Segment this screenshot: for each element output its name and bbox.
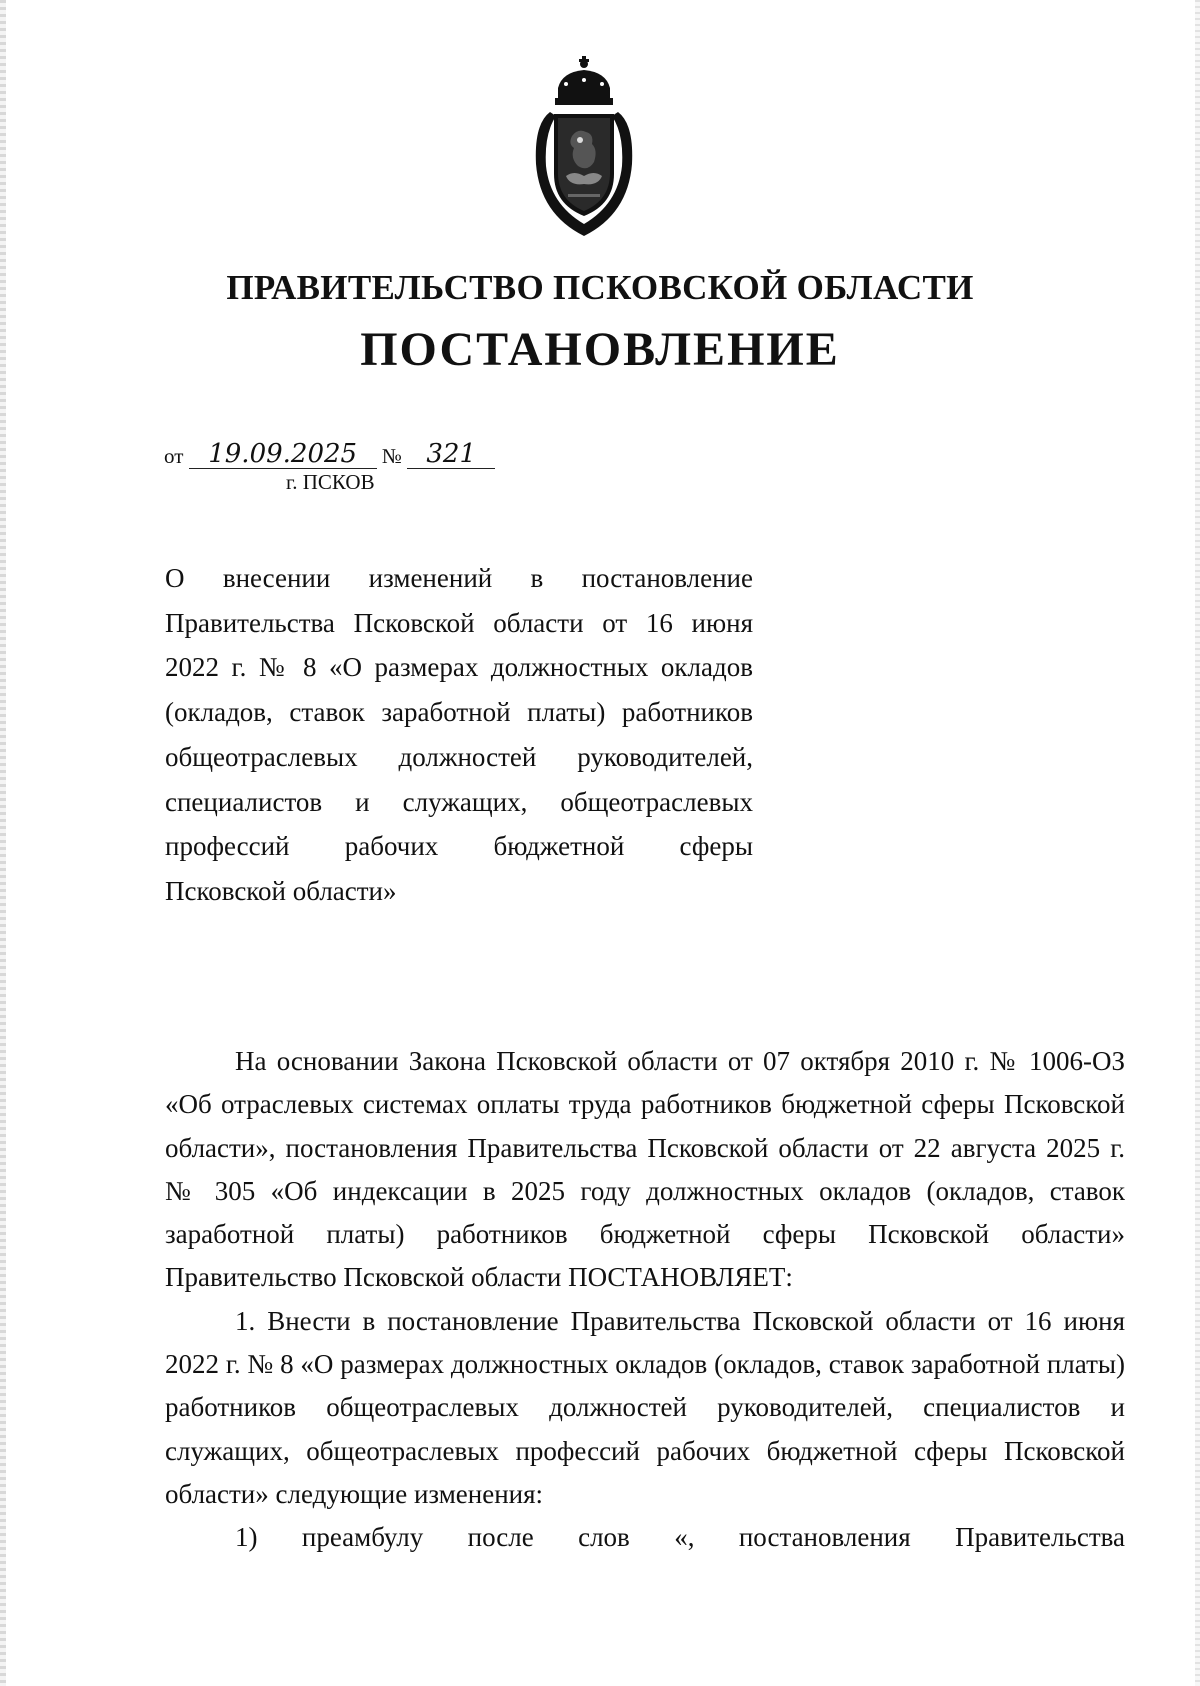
- subject-text-last-line: Псковской области»: [165, 875, 397, 906]
- city-label: г. ПСКОВ: [286, 470, 375, 494]
- item-1-paragraph: 1. Внести в постановление Правительства Псковской области от 16 июня 2022 г. № 8 «О размерах должностных окладов (окладов, ставок заработной платы) работников общеотраслевых должностей руководителей, специалистов и служащих, общеотраслевых профессий рабочих бюджетной сферы Псковской области» следующие изменения:: [165, 1305, 1125, 1509]
- document-date: 19.09.2025: [189, 440, 377, 469]
- preamble-paragraph: На основании Закона Псковской области от 07 октября 2010 г. № 1006-ОЗ «Об отраслевых системах оплаты труда работников бюджетной сферы Псковской области», постановления Правительства Псковской области от 22 августа 2025 г. № 305 «Об индексации в 2025 году должностных окладов (окладов, ставок заработной платы) работников бюджетной сферы Псковской области» Правительство Псковской области ПОСТАНОВЛЯЕТ:: [165, 1046, 1125, 1293]
- document-type-title: ПОСТАНОВЛЕНИЕ: [360, 323, 840, 376]
- document-subject: [165, 556, 753, 914]
- coat-of-arms-icon: [528, 54, 640, 240]
- number-prefix: №: [381, 444, 402, 468]
- subject-text: О внесении изменений в постановление Правительства Псковской области от 16 июня 2022 г. № 8 «О размерах должностных окладов (окладов, ставок заработной платы) работников общеотраслевых должностей руководителей, специалистов и служащих, общеотраслевых профессий рабочих бюджетной сферы: [165, 563, 753, 862]
- date-number-line: [164, 440, 495, 469]
- government-name: ПРАВИТЕЛЬСТВО ПСКОВСКОЙ ОБЛАСТИ: [226, 268, 974, 307]
- scan-edge-left: [0, 0, 6, 1686]
- document-number: 321: [407, 440, 495, 469]
- scan-edge-right: [1195, 0, 1200, 1686]
- document-body: [165, 1040, 1125, 1560]
- item-1-subitem-1-paragraph: 1) преамбулу после слов «, постановления Правительства: [235, 1522, 1125, 1553]
- date-prefix: от: [164, 444, 184, 468]
